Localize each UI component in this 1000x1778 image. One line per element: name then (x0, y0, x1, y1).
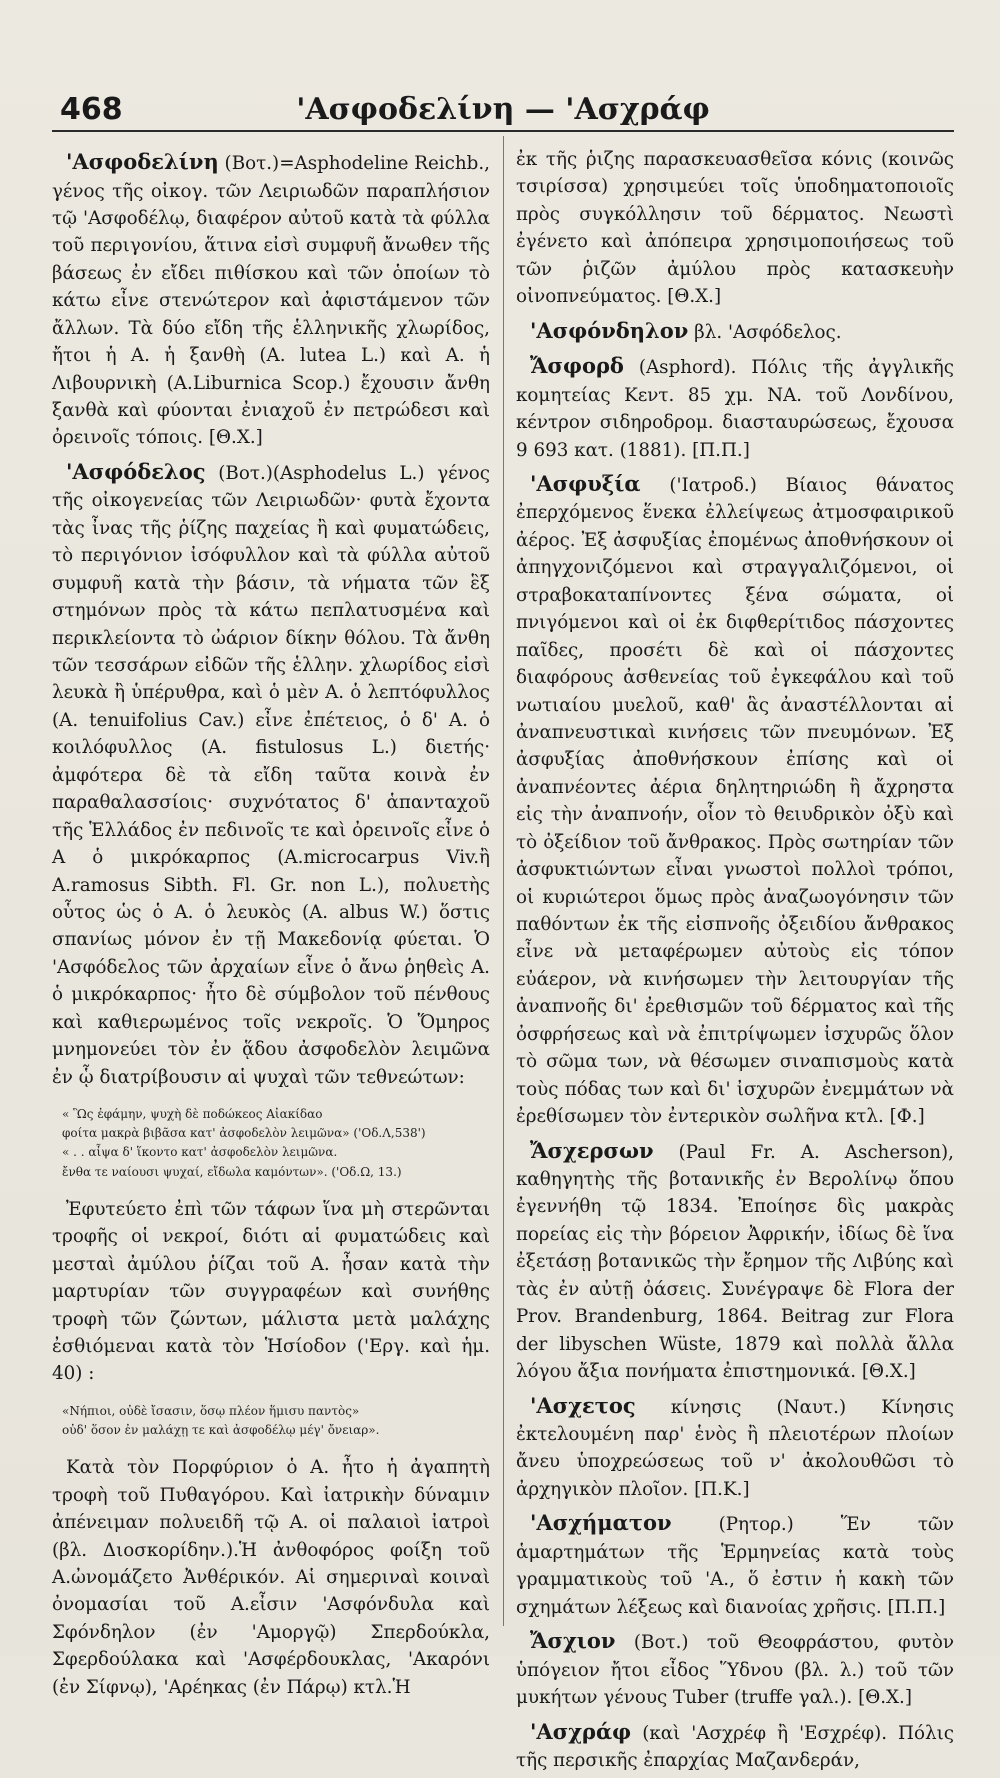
entry-ascherson (516, 1135, 954, 1386)
entry-text: (Ρητορ.) Ἕν τῶν ἁμαρτημάτων τῆς Ἑρμηνείας κατὰ τοὺς γραμματικοὺς τοῦ 'Α., ὅ ἐστιν ἡ κακὴ τῶν σχημάτων λέξεως καὶ διανοίας χρῆσις. [Π.Π.] (516, 1514, 954, 1618)
page-number: 468 (60, 92, 123, 127)
entry-text: κίνησις (Ναυτ.) Κίνησις ἐκτελουμένη παρ' ἑνὸς ἢ πλειοτέρων πλοίων ἄνευ ὑποχρεώσεως τοῦ ν' ἀκολουθῶσι τὸ ἀρχηγικὸν πλοῖον. [Π.Κ.] (516, 1396, 954, 1500)
headword: 'Ασχετος (530, 1392, 636, 1418)
headword: Ἄσχιον (530, 1628, 616, 1654)
left-column (52, 146, 490, 1778)
entry-aschetos (516, 1390, 954, 1504)
entry-asphord (516, 350, 954, 464)
page-header (52, 70, 954, 132)
entry-continuation: Ἐφυτεύετο ἐπὶ τῶν τάφων ἵνα μὴ στερῶνται τροφῆς οἱ νεκροί, διότι αἱ φυματώδεις καὶ μεσταὶ ἀμύλου ῥίζαι τοῦ Α. ἦσαν κατὰ τὴν μαρτυρίαν τῶν συγγραφέων καὶ συνήθης τροφὴ τῶν ζώντων, μάλιστα μετὰ μαλάχης ἐσθιόμεναι κατὰ τὸν Ἡσίοδον ('Εργ. καὶ ἡμ. 40) : (52, 1198, 490, 1385)
headword: 'Ασφοδελίνη (66, 149, 219, 174)
headword: Ἄσχερσων (530, 1137, 654, 1163)
quote-line: «Νήπιοι, οὐδὲ ἴσασιν, ὅσῳ πλέον ἥμισυ παντὸς» (62, 1403, 360, 1418)
hesiod-quote (62, 1402, 490, 1440)
entry-text: (Asphord). Πόλις τῆς ἀγγλικῆς κομητείας Κεντ. 85 χμ. ΝΑ. τοῦ Λονδίνου, κέντρον σιδηροδρομ. διασταυρώσεως, ἔχουσα 9 693 κατ. (1881). [Π.Π.] (516, 357, 954, 461)
entry-continuation: Κατὰ τὸν Πορφύριον ὁ Α. ἦτο ἡ ἀγαπητὴ τροφὴ τοῦ Πυθαγόρου. Καὶ ἰατρικὴν δύναμιν ἀπένειμαν πολυειδῆ τῷ Α. οἱ παλαιοὶ ἰατροὶ (βλ. Διοσκορίδην.).Ἡ ἀνθοφόρος φοίξη τοῦ Α.ὠνομάζετο Ἀνθέρικόν. Αἱ σημεριναὶ κοιναὶ ὀνομασίαι τοῦ Α.εἶσιν 'Ασφόνδυλα καὶ Σφόνδηλον (ἐν 'Αμοργῷ) Σπερδούκλα, Σφερδούλακα καὶ 'Ασφέρδουκλας, 'Ακαρόνι (ἐν Σίφνῳ), 'Αρέηκας (ἐν Πάρῳ) κτλ.Ἡ (52, 1457, 490, 1698)
entry-asfyxia (516, 468, 954, 1131)
headword: Ἄσφορδ (530, 353, 624, 379)
entry-aschion (516, 1625, 954, 1711)
entry-aschimaton (516, 1507, 954, 1621)
entry-text: βλ. 'Ασφόδελος. (688, 321, 842, 343)
entry-text: ('Ιατροδ.) Βίαιος θάνατος ἐπερχόμενος ἕνεκα ἐλλείψεως ἀτμοσφαιρικοῦ ἀέρος. Ἐξ ἀσφυξίας ἐπομένως ἀποθνήσκουν οἱ ἀπηγχονιζόμενοι καὶ στραγγαλιζόμενοι, οἱ στραβοκαταπίνοντες ξένα σώματα, οἱ πνιγόμενοι καὶ οἱ ἐκ διφθερίτιδος πάσχοντες παῖδες, προσέτι δὲ καὶ οἱ πάσχοντες διαφόρους ἀσθενείας τοῦ ἐγκεφάλου καὶ τοῦ νωτιαίου μυελοῦ, καθ' ἃς ἀναστέλλονται αἱ ἀναπνευστικαὶ κινήσεις τῶν πνευμόνων. Ἐξ ἀσφυξίας ἀποθνήσκουν ἐπίσης καὶ οἱ ἀναπνέοντες ἀέρια δηλητηριώδη ἢ ἄχρηστα εἰς τὴν ἀναπνοήν, οἷον τὸ θειυδρικὸν ὀξὺ καὶ τὸ ὀξείδιον τοῦ ἄνθρακος. Πρὸς σωτηρίαν τῶν ἀσφυκτιώντων εἶναι γνωστοὶ πολλοὶ τρόποι, οἱ κυριώτεροι ὅμως πρὸς ἀναζωογόνησιν τῶν παθόντων ἐκ τῆς εἰσπνοῆς ὀξειδίου ἄνθρακος εἶνε νὰ μεταφέρωμεν αὐτοὺς εἰς τόπον εὐάερον, νὰ κινήσωμεν τὴν λειτουργίαν τῆς ἀναπνοῆς δι' ἐρεθισμῶν τοῦ δέρματος καὶ τῆς ὀσφρήσεως καὶ νὰ ἐπιτρίψωμεν ἰσχυρῶς ὅλον τὸ σῶμα των, νὰ θέσωμεν σιναπισμοὺς κατὰ τοὺς πόδας των καὶ δι' ἰσχυρῶν ἐνεμμάτων νὰ ἐρεθίσωμεν τὸν ἐντερικὸν σωλῆνα κτλ. [Φ.] (516, 474, 954, 1128)
entry-asphodeline (52, 146, 490, 452)
quote-line: φοίτα μακρὰ βιβᾶσα κατ' ἀσφοδελὸν λειμῶνα» ('Οδ.Λ,538') (62, 1126, 426, 1141)
running-head: 'Ασφοδελίνη — 'Ασχράφ (296, 92, 710, 127)
entry-asphodelos (52, 456, 490, 1091)
entry-text: (Βοτ.)=Asphodeline Reichb., γένος τῆς οἰκογ. τῶν Λειριωδῶν παραπλήσιον τῷ 'Ασφοδέλῳ, διαφέρον αὐτοῦ κατὰ τὰ φύλλα τοῦ περιγονίου, ἅτινα εἰσὶ συμφυῆ ἄνωθεν τῆς βάσεως ἐν εἴδει πιθίσκου καὶ τῶν ὁποίων τὸ κάτω εἶνε στενώτερον καὶ ἀφιστάμενον τῶν ἄλλων. Τὰ δύο εἴδη τῆς ἑλληνικῆς χλωρίδος, ἤτοι ἡ Α. ἡ ξανθὴ (A. lutea L.) καὶ Α. ἡ Λιβουρνικὴ (A.Liburnica Scop.) ἔχουσιν ἄνθη ξανθὰ καὶ φύονται ἐνιαχοῦ ἐν πετρώδεσι καὶ ὀρεινοῖς τόποις. [Θ.Χ.] (52, 153, 490, 449)
entry-text: (Βοτ.) τοῦ Θεοφράστου, φυτὸν ὑπόγειον ἤτοι εἶδος Ὕδνου (βλ. λ.) τοῦ τῶν μυκήτων γένους Tuber (truffe γαλ.). [Θ.Χ.] (516, 1632, 954, 1709)
headword: 'Ασφόνδηλον (530, 317, 689, 343)
quote-line: οὐδ' ὅσον ἐν μαλάχῃ τε καὶ ἀσφοδέλῳ μέγ' ὄνειαρ». (62, 1423, 380, 1437)
headword: 'Ασχράφ (530, 1718, 632, 1744)
text-columns (52, 146, 954, 1771)
quote-line: « . . αἶψα δ' ἵκοντο κατ' ἀσφοδελὸν λειμῶνα. (62, 1145, 338, 1160)
right-column (516, 146, 954, 1778)
headword: 'Ασφυξία (530, 470, 641, 496)
entry-asfondilon (516, 315, 954, 347)
entry-aschraf (516, 1716, 954, 1775)
entry-text: (καὶ 'Ασχρέφ ἢ 'Εσχρέφ). Πόλις τῆς περσικῆς ἐπαρχίας Μαζανδεράν, (516, 1722, 954, 1771)
headword: 'Ασχήματον (530, 1510, 672, 1536)
quote-line: « Ὣς ἐφάμην, ψυχὴ δὲ ποδώκεος Αἰακίδαο (62, 1107, 323, 1121)
entry-text: (Paul Fr. A. Ascherson), καθηγητὴς τῆς βοτανικῆς ἐν Βερολίνῳ ὅπου ἐγεννήθη τῷ 1834. Ἐποίησε δὶς μακρὰς πορείας εἰς τὴν βόρειον Ἀφρικήν, ἰδίως δὲ ἵνα ἐξετάσῃ βοτανικῶς τὴν ἔρημον τῆς Λιβύης καὶ τὰς ἐν αὐτῇ ὀάσεις. Συνέγραψε δὲ Flora der Prov. Brandenburg, 1864. Beitrag zur Flora der libyschen Wüste, 1879 καὶ πολλὰ ἄλλα λόγου ἄξια πονήματα ἐπιστημονικά. [Θ.Χ.] (516, 1141, 954, 1383)
entry-continuation: ἐκ τῆς ῥιζης παρασκευασθεῖσα κόνις (κοινῶς τσιρίσσα) χρησιμεύει τοῖς ὑποδηματοποιοῖς πρὸς συγκόλλησιν τοῦ δέρματος. Νεωστὶ ἐγένετο καὶ ἀπόπειρα χρησιμοποιήσεως τοῦ τῶν ῥιζῶν ἀμύλου πρὸς κατασκευὴν οἰνοπνεύματος. [Θ.Χ.] (516, 149, 954, 308)
quote-line: ἔνθα τε ναίουσι ψυχαί, εἴδωλα καμόντων». ('Οδ.Ω, 13.) (62, 1164, 402, 1179)
entry-text: (Βοτ.)(Asphodelus L.) γένος τῆς οἰκογενείας τῶν Λειριωδῶν· φυτὰ ἔχοντα τὰς ἶνας τῆς ῥίζης παχείας ἢ καὶ φυματώδεις, τὸ περιγόνιον ἰσόφυλλον καὶ τὰ φύλλα αὐτοῦ συμφυῆ κατὰ τὴν βάσιν, τὰ νήματα τῶν ἓξ στημόνων πρὸς τὰ κάτω πεπλατυσμένα καὶ περικλείοντα τὸ ὠάριον δίκην θόλου. Τὰ ἄνθη τῶν τεσσάρων εἰδῶν τῆς ἑλλην. χλωρίδος εἰσὶ λευκὰ ἢ ὑπέρυθρα, καὶ ὁ μὲν Α. ὁ λεπτόφυλλος (A. tenuifolius Cav.) εἶνε ἐπέτειος, ὁ δ' Α. ὁ κοιλόφυλλος (A. fistulosus L.) διετής· ἀμφότερα δὲ τὰ εἴδη ταῦτα κοινὰ ἐν παραθαλασσίοις· συχνότατος δ' ἁπανταχοῦ τῆς Ἑλλάδος ἐν πεδινοῖς τε καὶ ὀρεινοῖς εἶνε ὁ Α ὁ μικρόκαρπος (A.microcarpus Viv.ἢ A.ramosus Sibth. Fl. Gr. non L.), πολυετὴς οὗτος ὡς ὁ Α. ὁ λευκὸς (A. albus W.) ὅστις σπανίως μόνον ἐν τῇ Μακεδονίᾳ φύεται. Ὁ 'Ασφόδελος τῶν ἀρχαίων εἶνε ὁ ἄνω ῥηθεὶς Α. ὁ μικρόκαρπος· ἦτο δὲ σύμβολον τοῦ πένθους καὶ καθιερωμένος τοῖς νεκροῖς. Ὁ Ὅμηρος μνημονεύει τὸν ἐν ᾅδου ἀσφοδελὸν λειμῶνα ἐν ᾧ διατρίβουσιν αἱ ψυχαὶ τῶν τεθνεώτων: (52, 462, 490, 1088)
headword: 'Ασφόδελος (66, 458, 206, 484)
homer-quote (62, 1105, 490, 1182)
